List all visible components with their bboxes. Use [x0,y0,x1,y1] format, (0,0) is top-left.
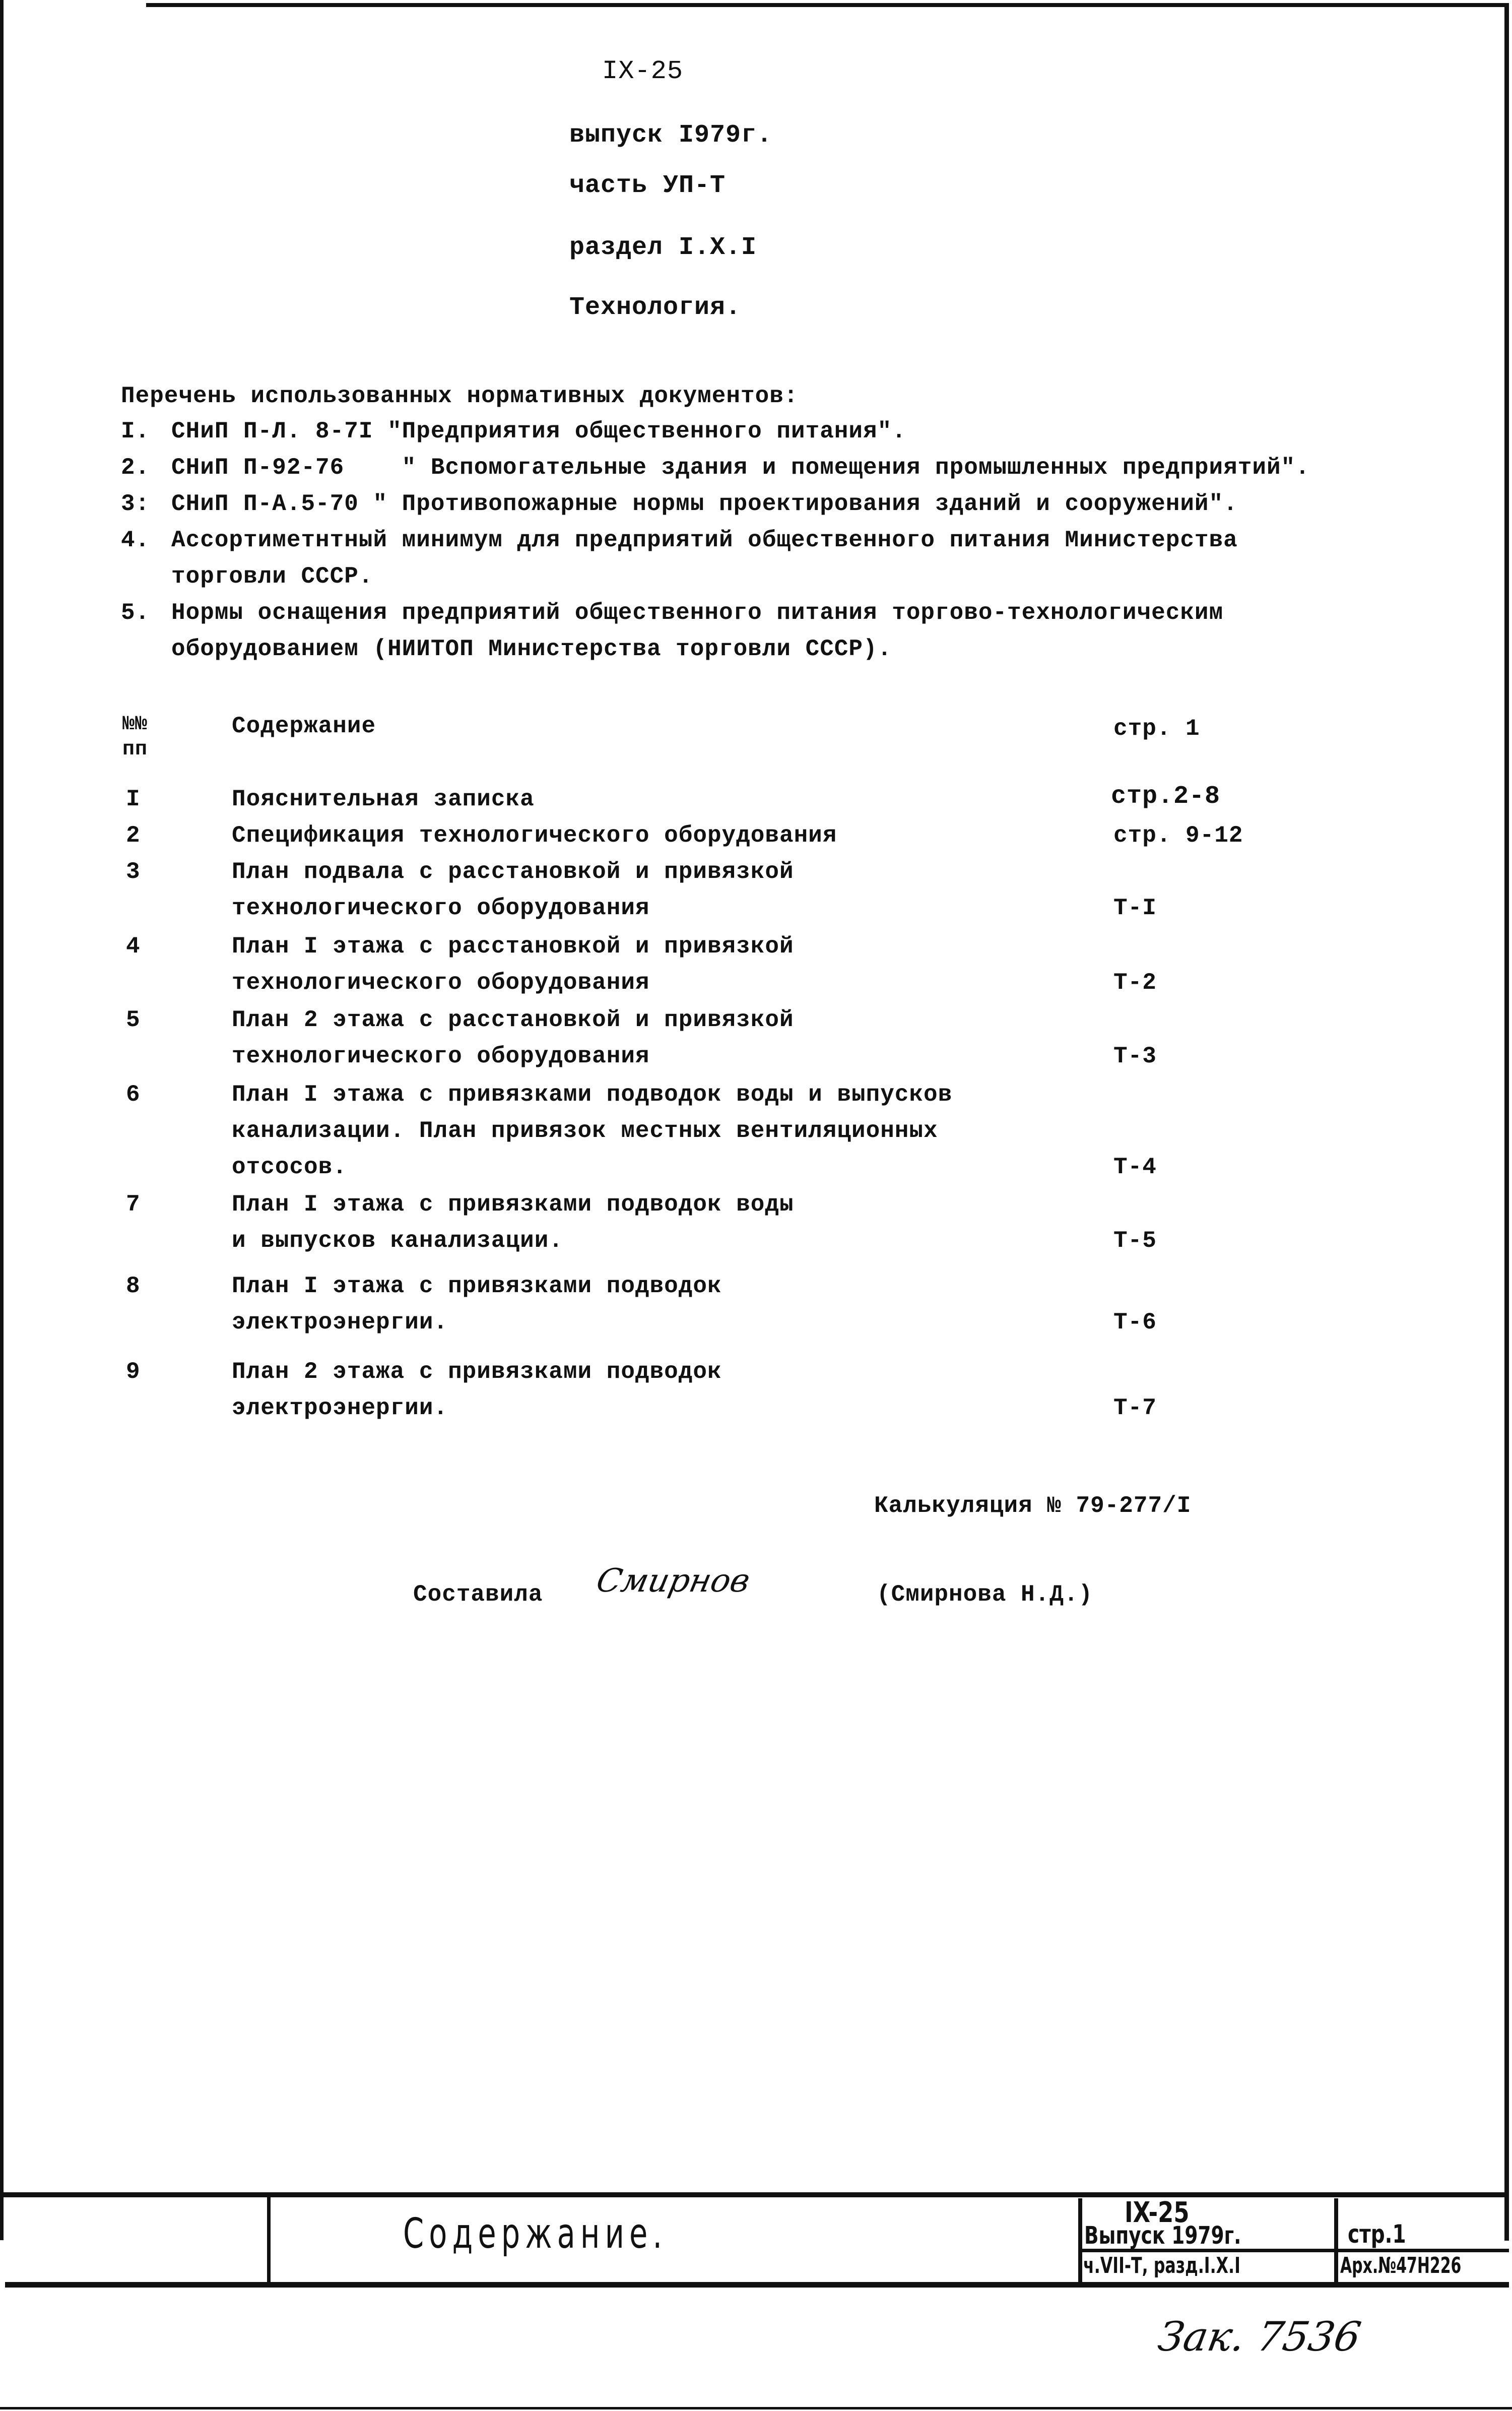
title-block-issue: Выпуск 1979г. [1084,2222,1241,2250]
title-block-archive: Арх.№47Н226 [1340,2253,1462,2278]
contents-row-title: технологического оборудования [232,970,650,996]
contents-row-title: электроэнергии. [232,1395,448,1421]
contents-row-number: 3 [126,859,141,885]
contents-row-number: 9 [126,1359,141,1385]
frame-right-border [1504,3,1509,2241]
header-code: IX-25 [602,56,684,86]
contents-row-title: канализации. План привязок местных вентиляционных [232,1118,938,1144]
norm-item-text: СНиП П-А.5-70 " Противопожарные нормы проектирования зданий и сооружений". [171,491,1238,517]
signature-label: Составила [413,1581,543,1608]
frame-left-border [0,0,4,2240]
norm-item-text: оборудованием (НИИТОП Министерства торговли СССР). [171,636,892,662]
title-block-divider [1078,2198,1082,2284]
contents-row-title: План I этажа с расстановкой и привязкой [232,933,794,960]
norm-item-number: 3: [121,491,150,517]
contents-row-title: План I этажа с привязками подводок воды [232,1191,794,1218]
contents-col-num-header-2: пп [122,738,148,761]
contents-row-title: План I этажа с привязками подводок [232,1273,722,1299]
handwritten-order-number: Зак. 7536 [1154,2313,1364,2360]
norm-item-text: Ассортиметнтный минимум для предприятий общественного питания Министерства [171,527,1238,553]
contents-row-page: Т-6 [1113,1309,1157,1336]
header-part: часть УП-Т [569,171,726,200]
norm-item-text: СНиП П-92-76 " Вспомогательные здания и помещения промышленных предприятий". [171,455,1310,481]
title-block-part-section: ч.VII-Т, разд.I.X.I [1083,2253,1240,2278]
title-block-divider [267,2195,271,2285]
contents-col-title-header: Содержание [232,713,376,739]
contents-row-number: 5 [126,1007,141,1033]
contents-row-title: План 2 этажа с расстановкой и привязкой [232,1007,794,1033]
title-block-title: Содержание. [403,2210,668,2258]
title-block-page: стр.1 [1348,2219,1406,2249]
contents-row-page: Т-4 [1113,1154,1157,1180]
contents-row-page: Т-3 [1113,1043,1157,1069]
norm-item-text: Нормы оснащения предприятий общественного питания торгово-технологическим [171,600,1224,626]
page-bottom-edge [0,2407,1512,2409]
contents-row-number: 2 [126,822,141,849]
contents-row-number: I [126,786,141,812]
contents-col-page-header: стр. 1 [1113,716,1200,742]
header-subject: Технология. [569,293,742,322]
contents-row-title: Пояснительная записка [232,786,535,812]
contents-row-page: Т-I [1113,895,1157,921]
contents-row-title: технологического оборудования [232,895,650,921]
title-block-bottom-line [5,2282,1509,2288]
frame-top-border [146,3,1506,7]
contents-row-title: План 2 этажа с привязками подводок [232,1359,722,1385]
contents-row-page: Т-5 [1113,1228,1157,1254]
norm-item-text: СНиП П-Л. 8-7I "Предприятия общественного питания". [171,418,906,445]
signature-handwriting: Смирнов [593,1562,754,1600]
norm-item-number: 2. [121,455,150,481]
contents-row-title: электроэнергии. [232,1309,448,1336]
contents-row-title: План подвала с расстановкой и привязкой [232,859,794,885]
contents-col-num-header: №№ [122,713,148,736]
title-block-top-line [0,2192,1509,2197]
signature-name: (Смирнова Н.Д.) [877,1581,1093,1608]
norm-item-number: 5. [121,600,150,626]
norms-title: Перечень использованных нормативных документов: [121,383,799,409]
contents-row-number: 8 [126,1273,141,1299]
contents-row-page: стр.2-8 [1111,782,1221,811]
contents-row-title: отсосов. [232,1154,347,1180]
contents-row-number: 7 [126,1191,141,1218]
norm-item-text: торговли СССР. [171,563,373,590]
header-section: раздел I.X.I [569,233,757,262]
header-issue: выпуск I979г. [569,121,773,150]
contents-row-page: стр. 9-12 [1113,822,1243,849]
title-block-divider [1334,2198,1338,2284]
norm-item-number: 4. [121,527,150,553]
title-block-code: IX-25 [1125,2196,1190,2229]
contents-row-page: Т-7 [1113,1395,1157,1421]
contents-row-title: Спецификация технологического оборудования [232,822,837,849]
contents-row-number: 6 [126,1082,141,1108]
contents-row-title: и выпусков канализации. [232,1228,563,1254]
norm-item-number: I. [121,418,150,445]
calculation-number: Калькуляция № 79-277/I [874,1493,1192,1519]
contents-row-page: Т-2 [1113,970,1157,996]
contents-row-number: 4 [126,933,141,960]
contents-row-title: План I этажа с привязками подводок воды и выпусков [232,1082,953,1108]
contents-row-title: технологического оборудования [232,1043,650,1069]
